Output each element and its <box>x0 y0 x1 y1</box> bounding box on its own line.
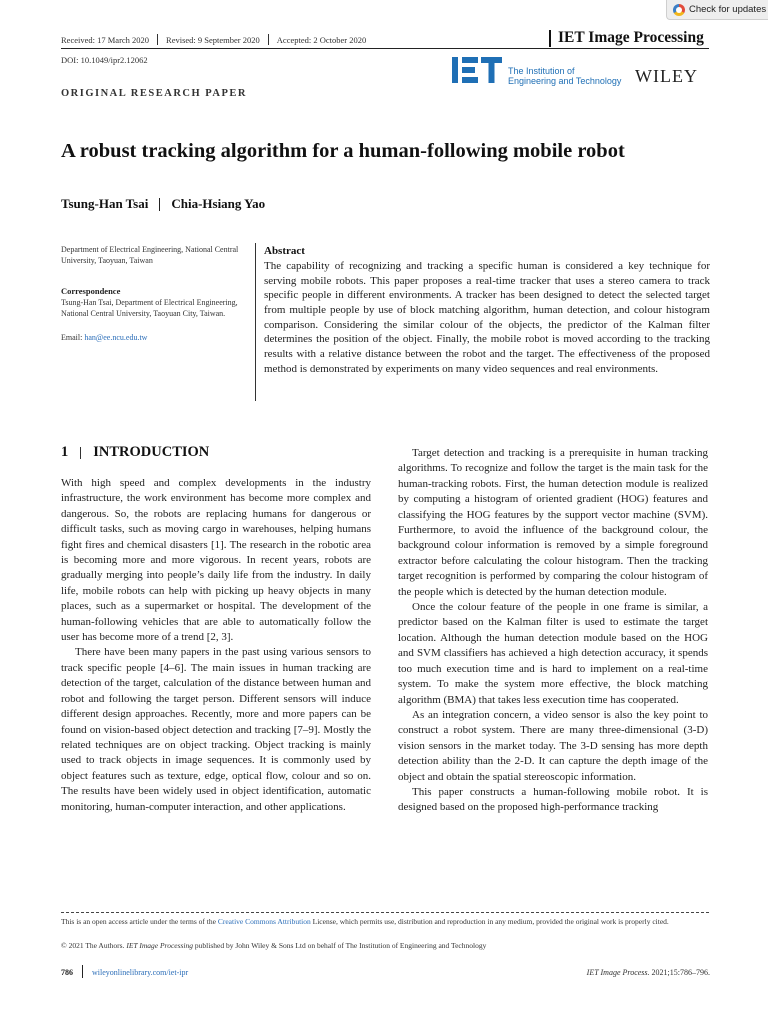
paragraph: With high speed and complex developments in the industry infrastructure, the work environment has become more complex and dangerous. So, the robots are replacing humans for dangerous or difficult tasks, such as moving cargo in warehouses, helping humans fight fires and chemical disasters [1]. The research in the robotic area is becoming more and more vigorous. In recent years, robots are gradually merging into people’s daily life from the industry. In daily life, mobile robots can help with picking up heavy objects in many places, such as a supermarket or hospital. The development of the human-following vehicles that are able to automatically follow the user has become more of a trend [2, 3]. <box>61 477 371 644</box>
license-link[interactable]: Creative Commons Attribution <box>217 917 311 926</box>
section-heading <box>61 444 209 461</box>
received-date: Received: 17 March 2020 <box>61 34 150 45</box>
journal-divider <box>549 30 551 47</box>
paragraph: Target detection and tracking is a prerequisite in human tracking algorithms. To recognize and follow the target is the main task for the human-tracking robots. First, the human detection module is realized by computing a histogram of oriented gradient (HOG) features and classifying the HOG features by the support vector machine (SVM). Furthermore, to avoid the influence of the background colour, the background colour information is removed by a simple foreground extractor before calculating the colour histogram. Then the tracking target recognition is performed by comparing the colour histogram of the people which is detected by the human detection module. <box>398 447 708 598</box>
email-label: Email: <box>61 333 83 342</box>
left-column <box>61 476 371 815</box>
license-note: This is an open access article under the terms of the Creative Commons Attribution License, which permits use, distribution and reproduction in any medium, provided the original work is properly cited. <box>61 917 669 926</box>
revised-date: Revised: 9 September 2020 <box>166 34 260 45</box>
citation: IET Image Process. 2021;15:786–796. <box>586 968 710 977</box>
correspondence-text: Tsung-Han Tsai, Department of Electrical Engineering, National Central University, Taoyuan City, Taiwan. <box>61 298 238 318</box>
journal-name: IET Image Processing <box>558 29 704 46</box>
iet-logo-icon <box>452 57 502 83</box>
correspondence-heading: Correspondence <box>61 286 121 296</box>
check-for-updates-button[interactable] <box>666 0 768 20</box>
section-number: 1 <box>61 444 69 460</box>
footnote-divider <box>61 912 709 913</box>
abstract-rule <box>255 243 256 401</box>
affiliation: Department of Electrical Engineering, National Central University, Taoyuan, Taiwan <box>61 245 239 265</box>
crossmark-icon <box>673 4 685 16</box>
accepted-date: Accepted: 2 October 2020 <box>276 34 367 45</box>
article-dates <box>61 34 366 45</box>
paragraph: As an integration concern, a video sensor is also the key point to construct a robot system. There are many three-dimensional (3-D) vision sensors in the market today. The 3-D sensing has more depth detection ability than the 2-D. It can capture the depth image of the object and obtain the spatial stereoscopic information. <box>398 708 708 783</box>
wiley-logo: WILEY <box>635 66 698 86</box>
author-1[interactable]: Tsung-Han Tsai <box>61 196 149 211</box>
email-link[interactable]: han@ee.ncu.edu.tw <box>84 333 148 342</box>
copyright-note: © 2021 The Authors. IET Image Processing published by John Wiley & Sons Ltd on behalf of The Institution of Engineering and Technology <box>61 941 487 950</box>
header-rule <box>61 48 709 49</box>
right-column <box>398 446 708 816</box>
check-for-updates-label: Check for updates <box>689 4 767 15</box>
paragraph: Once the colour feature of the people in one frame is similar, a predictor based on the Kalman filter is used to estimate the target location. Although the human detection module based on the HOG and SVM classifiers has achieved a high detection accuracy, it spends too much execution time and is hard to implement on a real-time system. To make the system more effective, the block matching algorithm (BMA) that takes less execution time has cooperated. <box>398 601 708 706</box>
iet-institution-name: The Institution of Engineering and Technology <box>508 66 622 86</box>
doi[interactable]: DOI: 10.1049/ipr2.12062 <box>61 55 148 65</box>
page-divider <box>82 965 83 978</box>
section-title: INTRODUCTION <box>93 444 210 460</box>
website-link[interactable]: wileyonlinelibrary.com/iet-ipr <box>92 968 189 977</box>
article-type: ORIGINAL RESEARCH PAPER <box>61 88 247 99</box>
author-list <box>61 196 265 212</box>
abstract-text: The capability of recognizing and tracking a specific human is considered a key technique for serving mobile robots. This paper proposes a real-time tracker that uses a stereo camera to track specific people in different environments. A tracker has been designed to detect the selected target from multiple people by use of block matching algorithm, human detection, and colour histogram comparison. Considering the similar colour of the objects, the predictor of the Kalman filter determines the position of the object. Finally, the mobile robot is moved according to the tracking results with a relative distance between the robot and the target. The effectiveness of the proposed method is demonstrated by experiments on many video sequences and real environments. <box>264 260 710 375</box>
correspondence-email-row <box>61 333 147 342</box>
paper-title: A robust tracking algorithm for a human-following mobile robot <box>61 140 625 162</box>
paragraph: There have been many papers in the past using various sensors to track specific people [4–6]. The main issues in human tracking are detection of the target, calculation of the distance between human and robot and following the target person. Different sensors will induce different design approaches. Recently, more and more papers can be found on vision-based object detection and tracking [7–9]. Mostly the related techniques are on object tracking. Object tracking is mainly used to track objects in image sequences. It is commonly used by object features such as texture, edge, optical flow, colour and so on. The results have been widely used in object identification, automatic monitoring, human-computer interaction, and other applications. <box>61 646 371 813</box>
page-number: 786 <box>61 968 73 977</box>
paragraph: This paper constructs a human-following mobile robot. It is designed based on the proposed high-performance tracking <box>398 785 708 814</box>
author-2[interactable]: Chia-Hsiang Yao <box>171 196 266 211</box>
abstract-heading: Abstract <box>264 245 305 257</box>
